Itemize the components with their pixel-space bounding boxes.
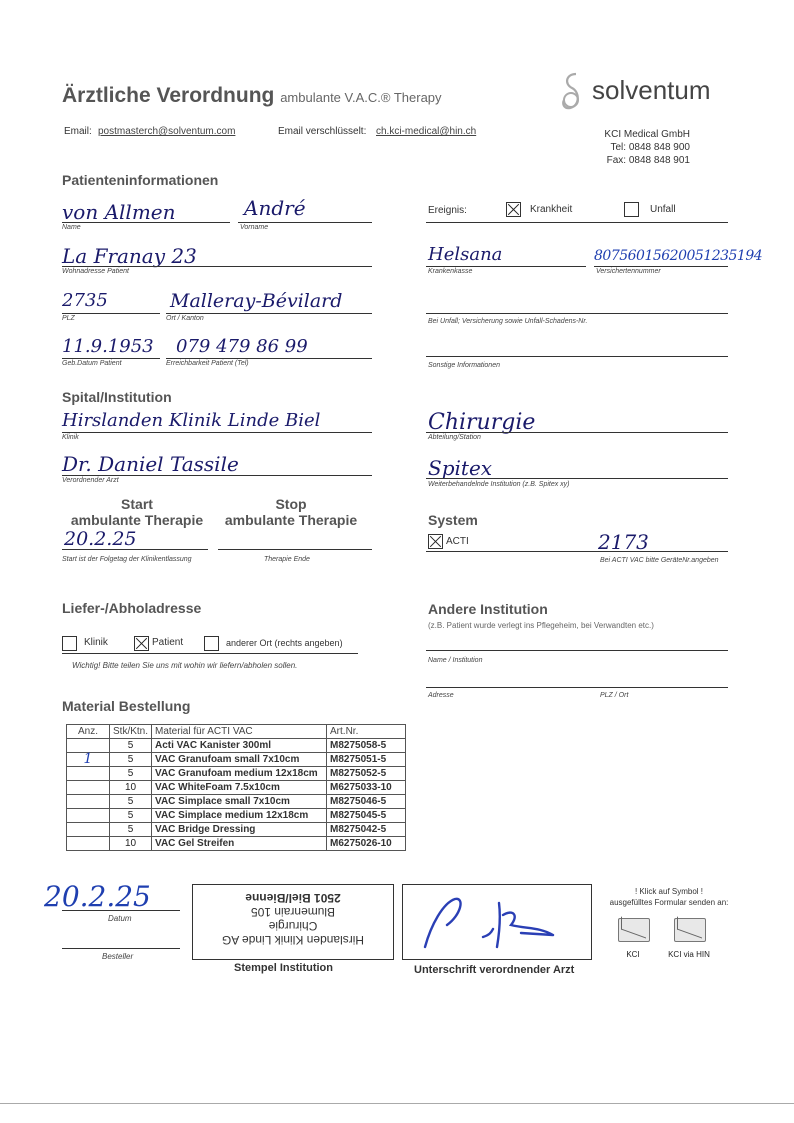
company-name: KCI Medical GmbH — [604, 129, 690, 140]
address-label: Wohnadresse Patient — [62, 268, 129, 275]
email-label: Email: — [64, 126, 92, 137]
anz-cell[interactable] — [67, 781, 110, 795]
patient-ort-value: Malleray-Bévilard — [170, 290, 343, 312]
liefer-note: Wichtig! Bitte teilen Sie uns mit wohin wir liefern/abholen sollen. — [72, 661, 298, 670]
ort-label: Ort / Kanton — [166, 315, 204, 322]
section-system: System — [428, 512, 478, 528]
acti-checkbox[interactable] — [428, 534, 443, 549]
andere-name-label: Name / Institution — [428, 657, 483, 664]
stop-label: Therapie Ende — [264, 556, 310, 563]
plz-label: PLZ — [62, 315, 75, 322]
email-encrypted-label: Email verschlüsselt: — [278, 126, 367, 137]
col-artnr: Art.Nr. — [327, 725, 406, 739]
arzt-label: Verordnender Arzt — [62, 477, 119, 484]
stamp-label: Stempel Institution — [234, 962, 333, 974]
company-block — [560, 128, 690, 167]
krankenkasse-value: Helsana — [428, 244, 503, 265]
patient-tel-value: 079 479 86 99 — [176, 336, 308, 357]
krankheit-label: Krankheit — [530, 204, 573, 215]
table-row: 5 VAC Granufoam medium 12x18cm M8275052-5 — [67, 767, 406, 781]
tel-label: Erreichbarkeit Patient (Tel) — [166, 360, 249, 367]
email-kci-icon[interactable] — [618, 918, 650, 942]
anz-cell[interactable]: 1 — [67, 753, 110, 767]
table-row: 1 5 VAC Granufoam small 7x10cm M8275051-5 — [67, 753, 406, 767]
versichertennummer-label: Versichertennummer — [596, 268, 661, 275]
table-row: 5 VAC Bridge Dressing M8275042-5 — [67, 823, 406, 837]
section-andere: Andere Institution — [428, 601, 548, 617]
email-kci-hin-icon[interactable] — [674, 918, 706, 942]
vorname-label: Vorname — [240, 224, 269, 231]
table-row: 5 VAC Simplace small 7x10cm M8275046-5 — [67, 795, 406, 809]
weiterbehandelnde-label: Weiterbehandelnde Institution (z.B. Spitex xy) — [428, 481, 570, 488]
unfall-label: Unfall — [650, 204, 676, 215]
start-date-value: 20.2.25 — [64, 528, 137, 550]
solventum-logo-icon — [556, 70, 588, 114]
weiterbehandelnde-value: Spitex — [428, 456, 493, 480]
unfall-versicherung-label: Bei Unfall; Versicherung sowie Unfall-Schadens-Nr. — [428, 318, 588, 325]
send-instructions: ! Klick auf Symbol ! ausgefülltes Formular senden an: — [609, 887, 729, 907]
liefer-anderer-label: anderer Ort (rechts angeben) — [226, 638, 343, 648]
signature-box — [402, 884, 592, 960]
col-anz: Anz. — [67, 725, 110, 739]
patient-dob-value: 11.9.1953 — [62, 336, 154, 357]
form-title: Ärztliche Verordnung ambulante V.A.C.® Therapy — [62, 84, 442, 107]
besteller-label: Besteller — [102, 952, 134, 961]
col-stk: Stk/Ktn. — [110, 725, 152, 739]
kci-label: KCI — [626, 950, 640, 959]
klinik-value: Hirslanden Klinik Linde Biel — [62, 410, 321, 431]
dob-label: Geb.Datum Patient — [62, 360, 122, 367]
krankheit-checkbox[interactable] — [506, 202, 521, 217]
acti-label: ACTI — [446, 536, 469, 547]
table-row: 10 VAC WhiteFoam 7.5x10cm M6275033-10 — [67, 781, 406, 795]
solventum-logo-text: solventum — [592, 75, 711, 105]
signature-label: Unterschrift verordnender Arzt — [414, 964, 575, 976]
liefer-patient-label: Patient — [152, 637, 184, 648]
andere-note: (z.B. Patient wurde verlegt ins Pflegeheim, bei Verwandten etc.) — [428, 621, 654, 630]
section-material: Material Bestellung — [62, 698, 191, 714]
anz-cell[interactable] — [67, 837, 110, 851]
unfall-checkbox[interactable] — [624, 202, 639, 217]
anz-cell[interactable] — [67, 767, 110, 781]
section-liefer: Liefer-/Abholadresse — [62, 600, 202, 616]
form-subtitle: ambulante V.A.C.® Therapy — [280, 90, 442, 105]
liefer-anderer-checkbox[interactable] — [204, 636, 219, 651]
material-table — [66, 724, 406, 851]
ereignis-label: Ereignis: — [428, 205, 467, 216]
email-encrypted-link[interactable]: ch.kci-medical@hin.ch — [376, 126, 477, 137]
section-spital: Spital/Institution — [62, 389, 172, 405]
abteilung-label: Abteilung/Station — [428, 434, 481, 441]
start-label: Start ist der Folgetag der Klinikentlassung — [62, 556, 192, 563]
company-tel: Tel: 0848 848 900 — [610, 142, 690, 153]
patient-name-value: von Allmen — [62, 200, 176, 224]
abteilung-value: Chirurgie — [428, 410, 536, 435]
patient-plz-value: 2735 — [62, 290, 108, 311]
stamp-box — [192, 884, 394, 960]
klinik-label: Klinik — [62, 434, 79, 441]
patient-vorname-value: André — [244, 196, 306, 220]
stamp-text: Hirslanden Klinik Linde AG Chirurgie Blumenrain 105 2501 Biel/Bienne — [221, 891, 365, 947]
patient-address-value: La Franay 23 — [62, 244, 197, 268]
geraet-nr-value: 2173 — [598, 530, 649, 554]
liefer-klinik-label: Klinik — [84, 637, 108, 648]
table-row: 5 VAC Simplace medium 12x18cm M8275045-5 — [67, 809, 406, 823]
liefer-klinik-checkbox[interactable] — [62, 636, 77, 651]
krankenkasse-label: Krankenkasse — [428, 268, 473, 275]
start-heading: Start ambulante Therapie — [70, 496, 204, 528]
table-row: 5 Acti VAC Kanister 300ml M8275058-5 — [67, 739, 406, 753]
versichertennummer-value: 80756015620051235194 — [594, 248, 763, 264]
anz-cell[interactable] — [67, 795, 110, 809]
col-material: Material für ACTI VAC — [152, 725, 327, 739]
datum-value: 20.2.25 — [44, 880, 151, 913]
liefer-patient-checkbox[interactable] — [134, 636, 149, 651]
arzt-value: Dr. Daniel Tassile — [62, 452, 239, 476]
section-patient: Patienteninformationen — [62, 172, 219, 188]
andere-plz-label: PLZ / Ort — [600, 692, 629, 699]
signature-mark — [403, 885, 591, 959]
geraet-label: Bei ACTI VAC bitte GeräteNr.angeben — [600, 557, 719, 564]
email-link[interactable]: postmasterch@solventum.com — [98, 126, 236, 137]
anz-cell[interactable] — [67, 823, 110, 837]
anz-cell[interactable] — [67, 809, 110, 823]
sonstige-label: Sonstige Informationen — [428, 362, 500, 369]
name-label: Name — [62, 224, 81, 231]
material-header-row — [67, 725, 406, 739]
stop-heading: Stop ambulante Therapie — [224, 496, 358, 528]
table-row: 10 VAC Gel Streifen M6275026-10 — [67, 837, 406, 851]
datum-label: Datum — [108, 914, 132, 923]
kci-hin-label: KCI via HIN — [668, 950, 710, 959]
andere-adresse-label: Adresse — [428, 692, 454, 699]
company-fax: Fax: 0848 848 901 — [606, 155, 690, 166]
